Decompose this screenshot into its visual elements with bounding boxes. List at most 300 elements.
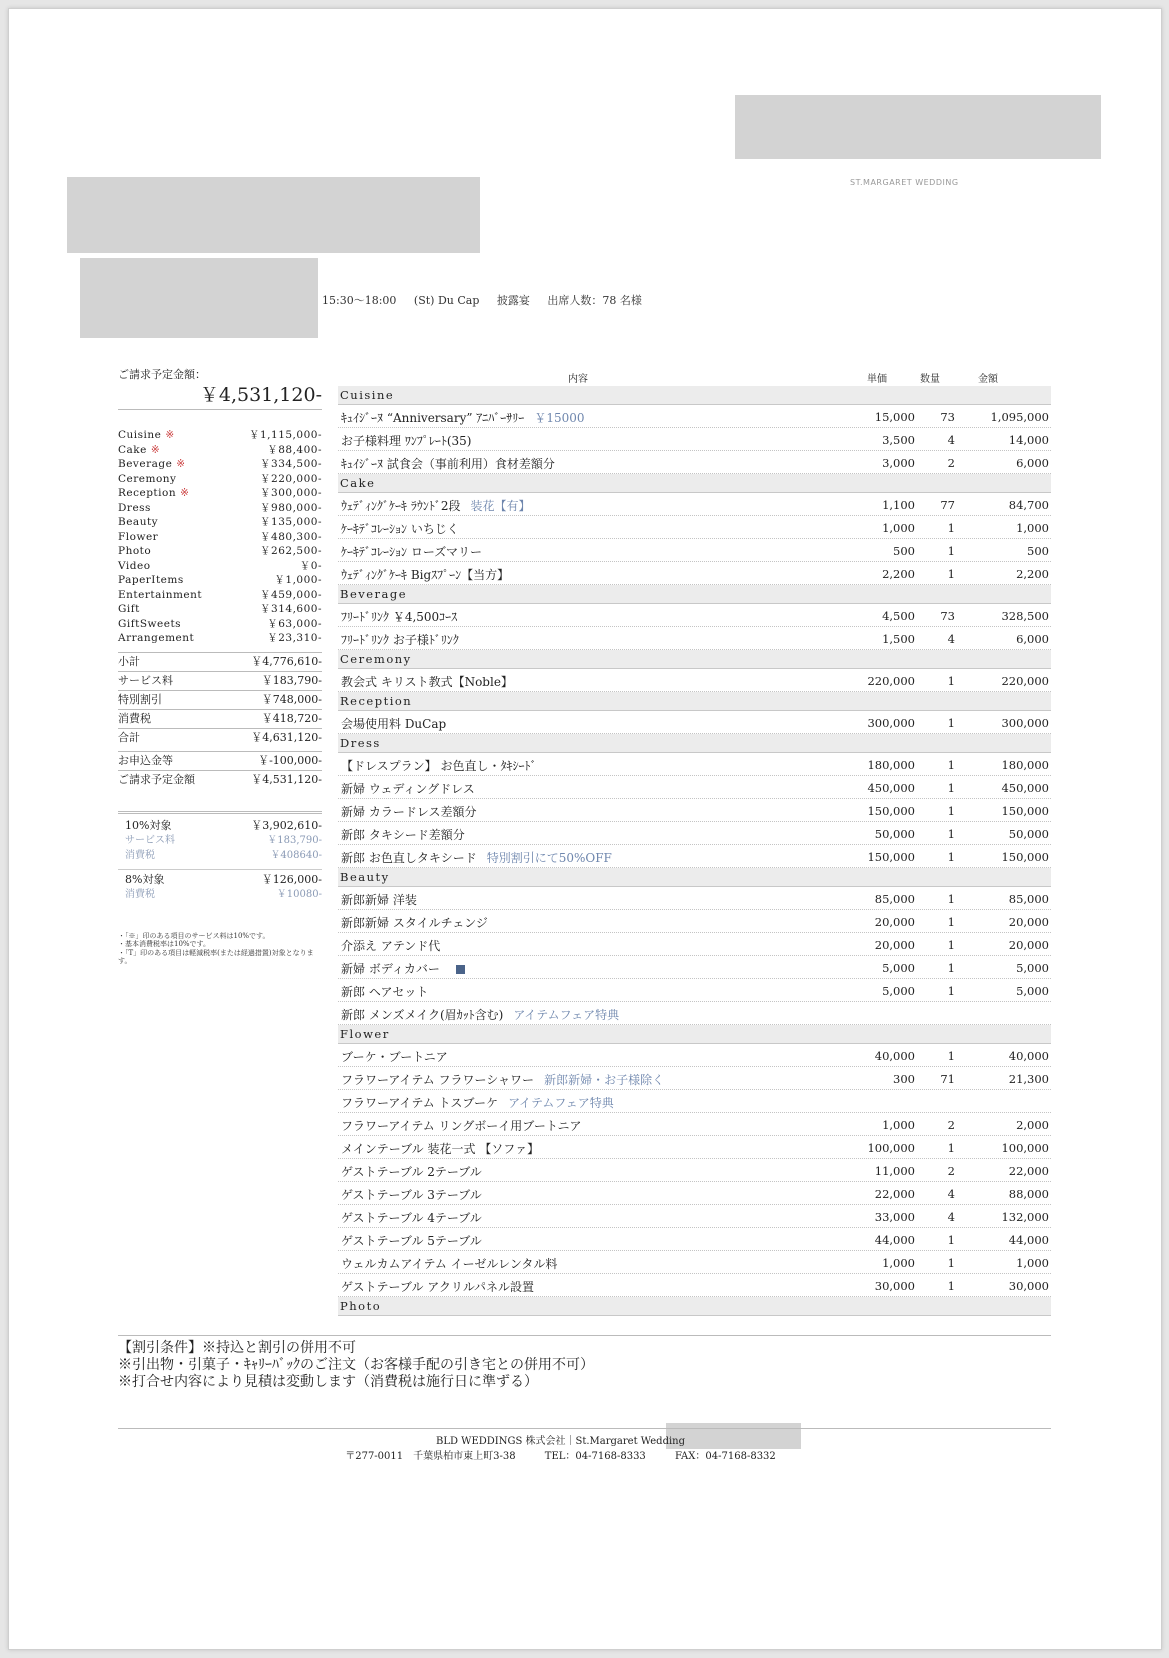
item-unit-price: 100,000 (867, 1141, 915, 1155)
footer-address: 〒277-0011 千葉県柏市東上町3-38 (345, 1451, 516, 1462)
category-name: Video (118, 559, 151, 572)
total-row-label: サービス料 (118, 673, 173, 687)
header-content: 内容 (568, 374, 588, 385)
tax-amount: ￥183,790- (267, 834, 322, 846)
tax-label: サービス料 (125, 834, 175, 846)
item-quantity: 1 (947, 1141, 955, 1155)
footer-fax: FAX：04-7168-8332 (674, 1451, 776, 1462)
category-amount: ￥300,000- (260, 487, 322, 499)
category-amount: ￥314,600- (260, 603, 322, 615)
table-row (338, 1205, 1051, 1228)
item-name-text: ﾌﾘｰﾄﾞﾘﾝｸ お子様ﾄﾞﾘﾝｸ (341, 633, 459, 647)
total-row-label: 消費税 (118, 711, 151, 725)
item-unit-price: 44,000 (874, 1233, 915, 1247)
item-unit-price: 2,200 (882, 567, 915, 581)
total-row-amount: ￥748,000- (261, 692, 322, 706)
footer-tel: TEL：04-7168-8333 (544, 1451, 646, 1462)
table-row (338, 562, 1051, 585)
item-amount: 450,000 (1001, 781, 1049, 795)
category-mark: ※ (150, 443, 161, 456)
item-quantity: 4 (947, 1210, 955, 1224)
category-label (118, 443, 160, 458)
item-amount: 500 (1027, 544, 1049, 558)
total-row-amount: ￥-100,000- (258, 753, 322, 767)
section-header: Dress (338, 734, 1051, 753)
table-row (338, 822, 1051, 845)
category-mark: ※ (165, 429, 175, 441)
item-unit-price: 150,000 (867, 804, 915, 818)
item-amount: 2,000 (1016, 1118, 1049, 1132)
category-row (118, 515, 322, 530)
category-mark: ※ (180, 487, 190, 499)
item-amount: 22,000 (1008, 1164, 1049, 1178)
table-row (338, 1002, 1051, 1025)
item-note: 装花【有】 (470, 499, 531, 513)
category-name: Dress (118, 501, 151, 514)
item-quantity: 1 (947, 1233, 955, 1247)
item-note: アイテムフェア特典 (513, 1008, 620, 1022)
item-quantity: 4 (947, 1187, 955, 1201)
totals-list (118, 652, 322, 789)
item-amount: 6,000 (1016, 456, 1049, 470)
item-amount: 1,000 (1016, 1256, 1049, 1270)
event-info (322, 292, 656, 308)
item-name (341, 631, 459, 648)
divider (118, 1335, 1051, 1336)
category-name: Gift (118, 603, 140, 615)
header-amount: 金額 (978, 374, 998, 385)
total-row (118, 671, 322, 690)
item-amount: 50,000 (1008, 827, 1049, 841)
item-name-text: 新郎 ヘアセット (341, 985, 429, 999)
item-name-text: ｷｭｲｼﾞｰﾇ 試食会（事前利用）食材差額分 (341, 457, 555, 471)
item-name-text: 新婦 カラードレス差額分 (341, 805, 477, 819)
item-amount: 328,500 (1001, 609, 1049, 623)
table-row (338, 627, 1051, 650)
category-amount: ￥220,000- (260, 472, 322, 485)
category-label (118, 501, 151, 516)
tax-amount: ￥3,902,610- (251, 818, 322, 832)
item-name (341, 1048, 448, 1065)
category-label (118, 573, 184, 588)
item-unit-price: 40,000 (874, 1049, 915, 1063)
table-row (338, 493, 1051, 516)
category-amount: ￥1,115,000- (249, 429, 322, 441)
item-name-text: 新郎新婦 洋装 (341, 893, 417, 907)
item-amount: 14,000 (1008, 433, 1049, 447)
total-row-amount: ￥4,531,120- (251, 772, 322, 786)
redacted-date-block (80, 258, 318, 338)
redacted-logo-area (735, 95, 1101, 159)
item-quantity: 4 (947, 433, 955, 447)
item-name (341, 543, 482, 560)
total-row-amount: ￥418,720- (261, 711, 322, 725)
section-header: Ceremony (338, 650, 1051, 669)
item-quantity: 1 (947, 567, 955, 581)
total-row (118, 770, 322, 789)
category-label (118, 631, 194, 646)
item-amount: 88,000 (1008, 1187, 1049, 1201)
category-amount: ￥262,500- (260, 545, 322, 557)
tax-amount: ￥126,000- (261, 872, 322, 886)
category-row (118, 443, 322, 458)
total-row (118, 751, 322, 770)
category-row (118, 486, 322, 501)
category-label (118, 544, 151, 559)
item-quantity: 1 (947, 521, 955, 535)
item-amount: 150,000 (1001, 804, 1049, 818)
item-name (341, 757, 536, 774)
item-name-text: 新郎新婦 スタイルチェンジ (341, 916, 488, 930)
table-body (338, 386, 1051, 1316)
item-quantity: 1 (947, 804, 955, 818)
category-row (118, 544, 322, 559)
item-unit-price: 500 (893, 544, 915, 558)
item-unit-price: 300 (893, 1072, 915, 1086)
category-name: Beauty (118, 516, 159, 528)
item-name-text: 【ドレスプラン】 お色直し・ﾀｷｼｰﾄﾞ (341, 759, 537, 773)
item-quantity: 2 (947, 1164, 955, 1178)
section-header: Beverage (338, 585, 1051, 604)
item-unit-price: 3,000 (882, 456, 915, 470)
table-row (338, 1113, 1051, 1136)
item-quantity: 77 (940, 498, 955, 512)
item-unit-price: 11,000 (874, 1164, 915, 1178)
table-row (338, 956, 1051, 979)
category-label (118, 472, 176, 487)
item-name (341, 1071, 664, 1088)
footer-company: BLD WEDDINGS 株式会社｜St.Margaret Wedding (435, 1436, 686, 1447)
item-quantity: 1 (947, 1279, 955, 1293)
table-row (338, 887, 1051, 910)
item-name-text: ｳｪﾃﾞｨﾝｸﾞｹｰｷ Bigｽﾌﾟｰﾝ【当方】 (341, 568, 510, 582)
note-line: ・「※」印のある項目のサービス料は10%です。 (118, 931, 270, 940)
item-name-text: ｹｰｷﾃﾞｺﾚｰｼｮﾝ ローズマリー (341, 545, 482, 559)
tax-label: 8%対象 (125, 872, 165, 886)
item-amount: 2,200 (1016, 567, 1049, 581)
total-row-amount: ￥4,631,120- (251, 730, 322, 744)
item-amount: 1,000 (1016, 521, 1049, 535)
item-name (341, 1186, 482, 1203)
item-name (341, 1094, 614, 1111)
item-note: ￥15000 (534, 411, 585, 425)
category-name: GiftSweets (118, 617, 182, 630)
item-name-text: 新婦 ウェディングドレス (341, 782, 475, 796)
category-row (118, 501, 322, 516)
item-quantity: 1 (947, 716, 955, 730)
event-type: 披露宴 (496, 294, 530, 307)
category-amount: ￥23,310- (267, 632, 322, 644)
category-label (118, 515, 158, 530)
table-row (338, 539, 1051, 562)
total-row-label: お申込金等 (118, 753, 173, 767)
item-name-text: 会場使用料 DuCap (341, 717, 447, 731)
item-quantity: 1 (947, 984, 955, 998)
table-row (338, 451, 1051, 474)
item-quantity: 73 (940, 410, 955, 424)
section-header: Cake (338, 474, 1051, 493)
item-amount: 6,000 (1016, 632, 1049, 646)
item-amount: 180,000 (1001, 758, 1049, 772)
item-amount: 85,000 (1008, 892, 1049, 906)
footer-divider (118, 1428, 1051, 1429)
table-row (338, 753, 1051, 776)
item-name-text: ブーケ・ブートニア (341, 1050, 448, 1064)
item-name (341, 566, 509, 583)
item-amount: 150,000 (1001, 850, 1049, 864)
tax-amount: ￥408640- (270, 849, 322, 861)
item-name-text: 新郎 タキシード差額分 (341, 828, 465, 842)
item-unit-price: 220,000 (867, 674, 915, 688)
condition-line: 【割引条件】※持込と割引の併用不可 (118, 1340, 356, 1356)
total-row-label: 合計 (118, 730, 140, 744)
table-row (338, 845, 1051, 868)
table-row (338, 933, 1051, 956)
table-row (338, 428, 1051, 451)
total-label: ご請求予定金額： (118, 368, 206, 381)
table-row (338, 979, 1051, 1002)
footer-contact (0, 1447, 1145, 1462)
item-name-text: ｳｪﾃﾞｨﾝｸﾞｹｰｷ ﾗｳﾝﾄﾞ2段 (341, 499, 461, 513)
item-name-text: ゲストテーブル アクリルパネル設置 (341, 1280, 535, 1294)
item-unit-price: 5,000 (882, 961, 915, 975)
item-unit-price: 450,000 (867, 781, 915, 795)
item-quantity: 2 (947, 1118, 955, 1132)
tax-row (118, 887, 322, 902)
item-quantity: 1 (947, 758, 955, 772)
tax-row (118, 818, 322, 833)
item-unit-price: 150,000 (867, 850, 915, 864)
category-row (118, 530, 322, 545)
category-name: Entertainment (118, 588, 203, 601)
item-name (341, 673, 513, 690)
item-unit-price: 1,100 (882, 498, 915, 512)
item-name (341, 914, 488, 931)
table-row (338, 669, 1051, 692)
item-quantity: 1 (947, 915, 955, 929)
category-row (118, 617, 322, 632)
section-header: Flower (338, 1025, 1051, 1044)
item-name-text: 新郎 お色直しタキシード (341, 851, 477, 865)
table-header (338, 368, 1051, 386)
section-header: Photo (338, 1297, 1051, 1316)
item-amount: 30,000 (1008, 1279, 1049, 1293)
item-name (341, 1209, 482, 1226)
category-amount: ￥88,400- (267, 443, 322, 456)
table-row (338, 604, 1051, 627)
category-name: PaperItems (118, 574, 184, 586)
category-row (118, 573, 322, 588)
item-amount: 20,000 (1008, 915, 1049, 929)
table-row (338, 711, 1051, 734)
category-amount: ￥1,000- (274, 574, 322, 586)
category-label (118, 428, 175, 443)
item-unit-price: 33,000 (874, 1210, 915, 1224)
item-note: アイテムフェア特典 (508, 1096, 614, 1110)
item-quantity: 4 (947, 632, 955, 646)
total-row-amount: ￥183,790- (261, 673, 322, 687)
item-name (341, 1232, 482, 1249)
item-name-text: フラワーアイテム フラワーシャワー (341, 1073, 535, 1087)
table-row (338, 516, 1051, 539)
category-label (118, 602, 140, 617)
item-name-text: ｷｭｲｼﾞｰﾇ “Anniversary” ｱﾆﾊﾞｰｻﾘｰ (341, 411, 525, 425)
table-row (338, 1090, 1051, 1113)
category-row (118, 457, 322, 472)
section-header: Reception (338, 692, 1051, 711)
tax-row (118, 833, 322, 848)
category-row (118, 631, 322, 646)
category-name: Reception (118, 487, 177, 499)
tax-row (118, 848, 322, 863)
table-row (338, 799, 1051, 822)
note-line: ・「T」印のある項目は軽減税率(または経過措置)対象となります。 (118, 948, 314, 965)
item-amount: 220,000 (1001, 674, 1049, 688)
category-amount: ￥480,300- (260, 530, 322, 543)
tax-label: 10%対象 (125, 818, 172, 832)
item-unit-price: 20,000 (874, 915, 915, 929)
tax-row (118, 869, 322, 887)
table-row (338, 1159, 1051, 1182)
item-note: 新郎新婦・お子様除く (544, 1073, 665, 1087)
category-mark: ※ (176, 458, 186, 470)
item-name-text: ｹｰｷﾃﾞｺﾚｰｼｮﾝ いちじく (341, 522, 459, 536)
item-name (341, 891, 417, 908)
section-header: Cuisine (338, 386, 1051, 405)
category-row (118, 588, 322, 603)
item-name (341, 803, 476, 820)
item-amount: 20,000 (1008, 938, 1049, 952)
total-row-label: 特別割引 (118, 692, 162, 706)
item-name (341, 608, 457, 625)
total-amount: ￥4,531,120- (118, 380, 322, 410)
category-label (118, 530, 158, 545)
category-amount: ￥135,000- (260, 516, 322, 528)
item-amount: 84,700 (1008, 498, 1049, 512)
color-swatch-icon (456, 965, 465, 974)
category-name: Photo (118, 545, 152, 557)
item-name (341, 520, 459, 537)
item-unit-price: 50,000 (874, 827, 915, 841)
category-name: Ceremony (118, 472, 177, 485)
item-unit-price: 15,000 (874, 410, 915, 424)
category-row (118, 472, 322, 487)
table-row (338, 1136, 1051, 1159)
table-row (338, 910, 1051, 933)
total-row-amount: ￥4,776,610- (251, 654, 322, 668)
item-name (341, 780, 475, 797)
category-amount: ￥459,000- (260, 588, 322, 601)
tax-notes (118, 932, 322, 966)
item-unit-price: 1,000 (882, 1256, 915, 1270)
item-unit-price: 1,000 (882, 1118, 915, 1132)
item-unit-price: 1,500 (882, 632, 915, 646)
table-row (338, 1251, 1051, 1274)
condition-line: ※引出物・引菓子・ｷｬﾘｰﾊﾞｯｸのご注文（お客様手配の引き宅との併用不可） (118, 1357, 594, 1373)
item-name-text: ゲストテーブル 2テーブル (341, 1165, 482, 1179)
summary-panel (118, 366, 322, 966)
item-unit-price: 20,000 (874, 938, 915, 952)
item-unit-price: 30,000 (874, 1279, 915, 1293)
category-name: Flower (118, 530, 159, 543)
item-unit-price: 180,000 (867, 758, 915, 772)
header-unit: 単価 (867, 374, 887, 385)
condition-line: ※打合せ内容により見積は変動します（消費税は施行日に準ずる） (118, 1374, 538, 1390)
item-amount: 21,300 (1008, 1072, 1049, 1086)
item-quantity: 1 (947, 781, 955, 795)
item-unit-price: 85,000 (874, 892, 915, 906)
category-row (118, 602, 322, 617)
tax-label: 消費税 (125, 849, 155, 861)
item-name (341, 960, 465, 977)
item-name-text: フラワーアイテム トスブーケ (341, 1096, 499, 1110)
item-amount: 100,000 (1001, 1141, 1049, 1155)
table-row (338, 1228, 1051, 1251)
category-label (118, 588, 202, 603)
item-name (341, 715, 446, 732)
item-amount: 1,095,000 (990, 410, 1049, 424)
item-amount: 40,000 (1008, 1049, 1049, 1063)
item-name-text: 新婦 ボディカバー (341, 962, 440, 976)
category-amount: ￥63,000- (267, 617, 322, 630)
item-name-text: お子様料理 ﾜﾝﾌﾟﾚｰﾄ(35) (341, 434, 472, 448)
tax-breakdown (118, 811, 322, 902)
item-unit-price: 300,000 (867, 716, 915, 730)
category-name: Arrangement (118, 632, 195, 644)
item-name (341, 983, 428, 1000)
item-name (341, 1117, 581, 1134)
tax-amount: ￥10080- (276, 888, 322, 900)
note-line: ・基本消費税率は10%です。 (118, 940, 210, 948)
item-name-text: ゲストテーブル 3テーブル (341, 1188, 482, 1202)
item-name (341, 826, 465, 843)
item-quantity: 1 (947, 544, 955, 558)
item-name-text: メインテーブル 装花一式 【ソファ】 (341, 1142, 540, 1156)
item-unit-price: 3,500 (882, 433, 915, 447)
table-row (338, 776, 1051, 799)
item-name-text: 教会式 キリスト教式【Noble】 (341, 675, 513, 689)
item-quantity: 1 (947, 1256, 955, 1270)
estimate-table (338, 368, 1051, 1316)
category-label (118, 457, 186, 472)
item-quantity: 1 (947, 892, 955, 906)
item-name (341, 1140, 539, 1157)
item-name-text: ゲストテーブル 5テーブル (341, 1234, 482, 1248)
item-name-text: フラワーアイテム リングボーイ用ブートニア (341, 1119, 582, 1133)
total-row-label: ご請求予定金額 (118, 772, 195, 786)
item-name (341, 497, 530, 514)
item-name (341, 1255, 557, 1272)
item-quantity: 1 (947, 938, 955, 952)
item-amount: 44,000 (1008, 1233, 1049, 1247)
category-amount: ￥980,000- (260, 501, 322, 514)
item-name-text: ゲストテーブル 4テーブル (341, 1211, 482, 1225)
category-label (118, 617, 181, 632)
item-quantity: 1 (947, 850, 955, 864)
header-qty: 数量 (920, 374, 940, 385)
item-name (341, 455, 555, 472)
category-row (118, 428, 322, 443)
item-quantity: 1 (947, 1049, 955, 1063)
category-name: Beverage (118, 458, 173, 470)
total-row (118, 709, 322, 728)
total-row (118, 690, 322, 709)
category-list (118, 428, 322, 646)
item-quantity: 73 (940, 609, 955, 623)
item-name (341, 409, 585, 426)
item-name (341, 1163, 482, 1180)
section-header: Beauty (338, 868, 1051, 887)
